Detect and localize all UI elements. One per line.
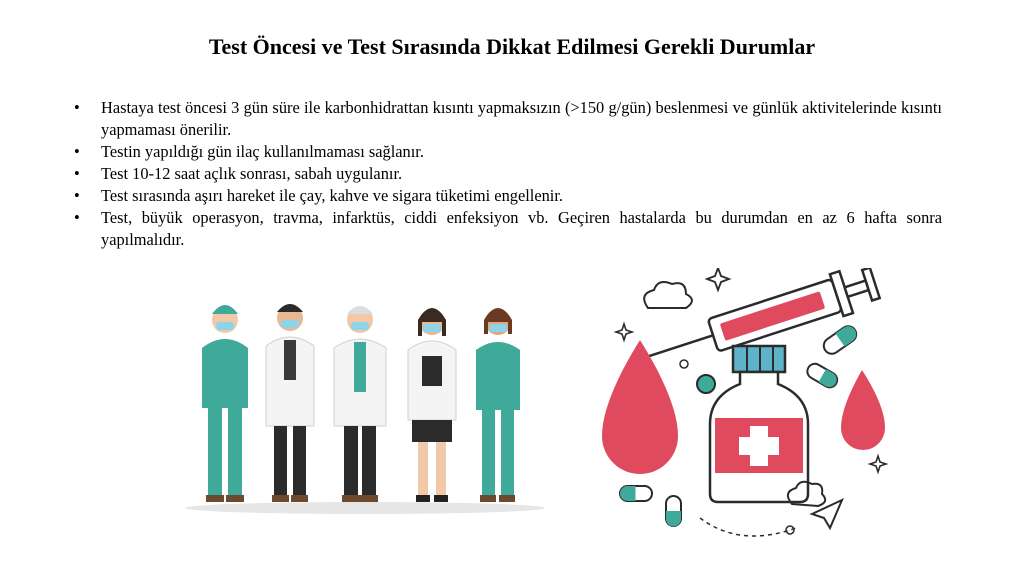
- bullet-item: • Test sırasında aşırı hareket ile çay, kahve ve sigara tüketimi engellenir.: [74, 185, 942, 207]
- syringe-bottle-illustration: [600, 268, 900, 548]
- medical-staff-illustration: [180, 290, 550, 520]
- doctor-figure-3: [408, 308, 456, 502]
- tablet-icon: [697, 375, 715, 393]
- cloud-icon: [644, 282, 692, 308]
- nurse-figure-1: [202, 305, 248, 502]
- pill-icon: [666, 496, 681, 527]
- nurse-figure-2: [476, 308, 520, 502]
- bullet-item: • Test, büyük operasyon, travma, infarktüs, ciddi enfeksiyon vb. Geçiren hastalarda bu durumdan en az 6 hafta sonra yapılmalıdır.: [74, 207, 942, 251]
- slide-title: Test Öncesi ve Test Sırasında Dikkat Edilmesi Gerekli Durumlar: [208, 34, 816, 59]
- sparkle-icon: [707, 268, 729, 290]
- blood-drop-icon: [841, 370, 885, 450]
- pill-icon: [620, 486, 652, 501]
- doctor-figure-1: [266, 304, 314, 502]
- sparkle-icon: [616, 324, 632, 340]
- paper-plane-icon: [812, 500, 842, 528]
- medicine-bottle-icon: [710, 346, 808, 502]
- pill-icon: [805, 361, 840, 390]
- pill-icon: [821, 323, 860, 357]
- doctor-figure-2: [334, 306, 386, 502]
- bullet-item: • Hastaya test öncesi 3 gün süre ile karbonhidrattan kısıntı yapmaksızın (>150 g/gün) beslenmesi ve günlük aktivitelerinde kısıntı yapmaması önerilir.: [74, 97, 942, 141]
- bullet-item: • Test 10-12 saat açlık sonrası, sabah uygulanır.: [74, 163, 942, 185]
- bullet-item: • Testin yapıldığı gün ilaç kullanılmaması sağlanır.: [74, 141, 942, 163]
- blood-drop-icon: [602, 340, 678, 474]
- bullet-list: [74, 97, 942, 251]
- sparkle-icon: [870, 456, 886, 472]
